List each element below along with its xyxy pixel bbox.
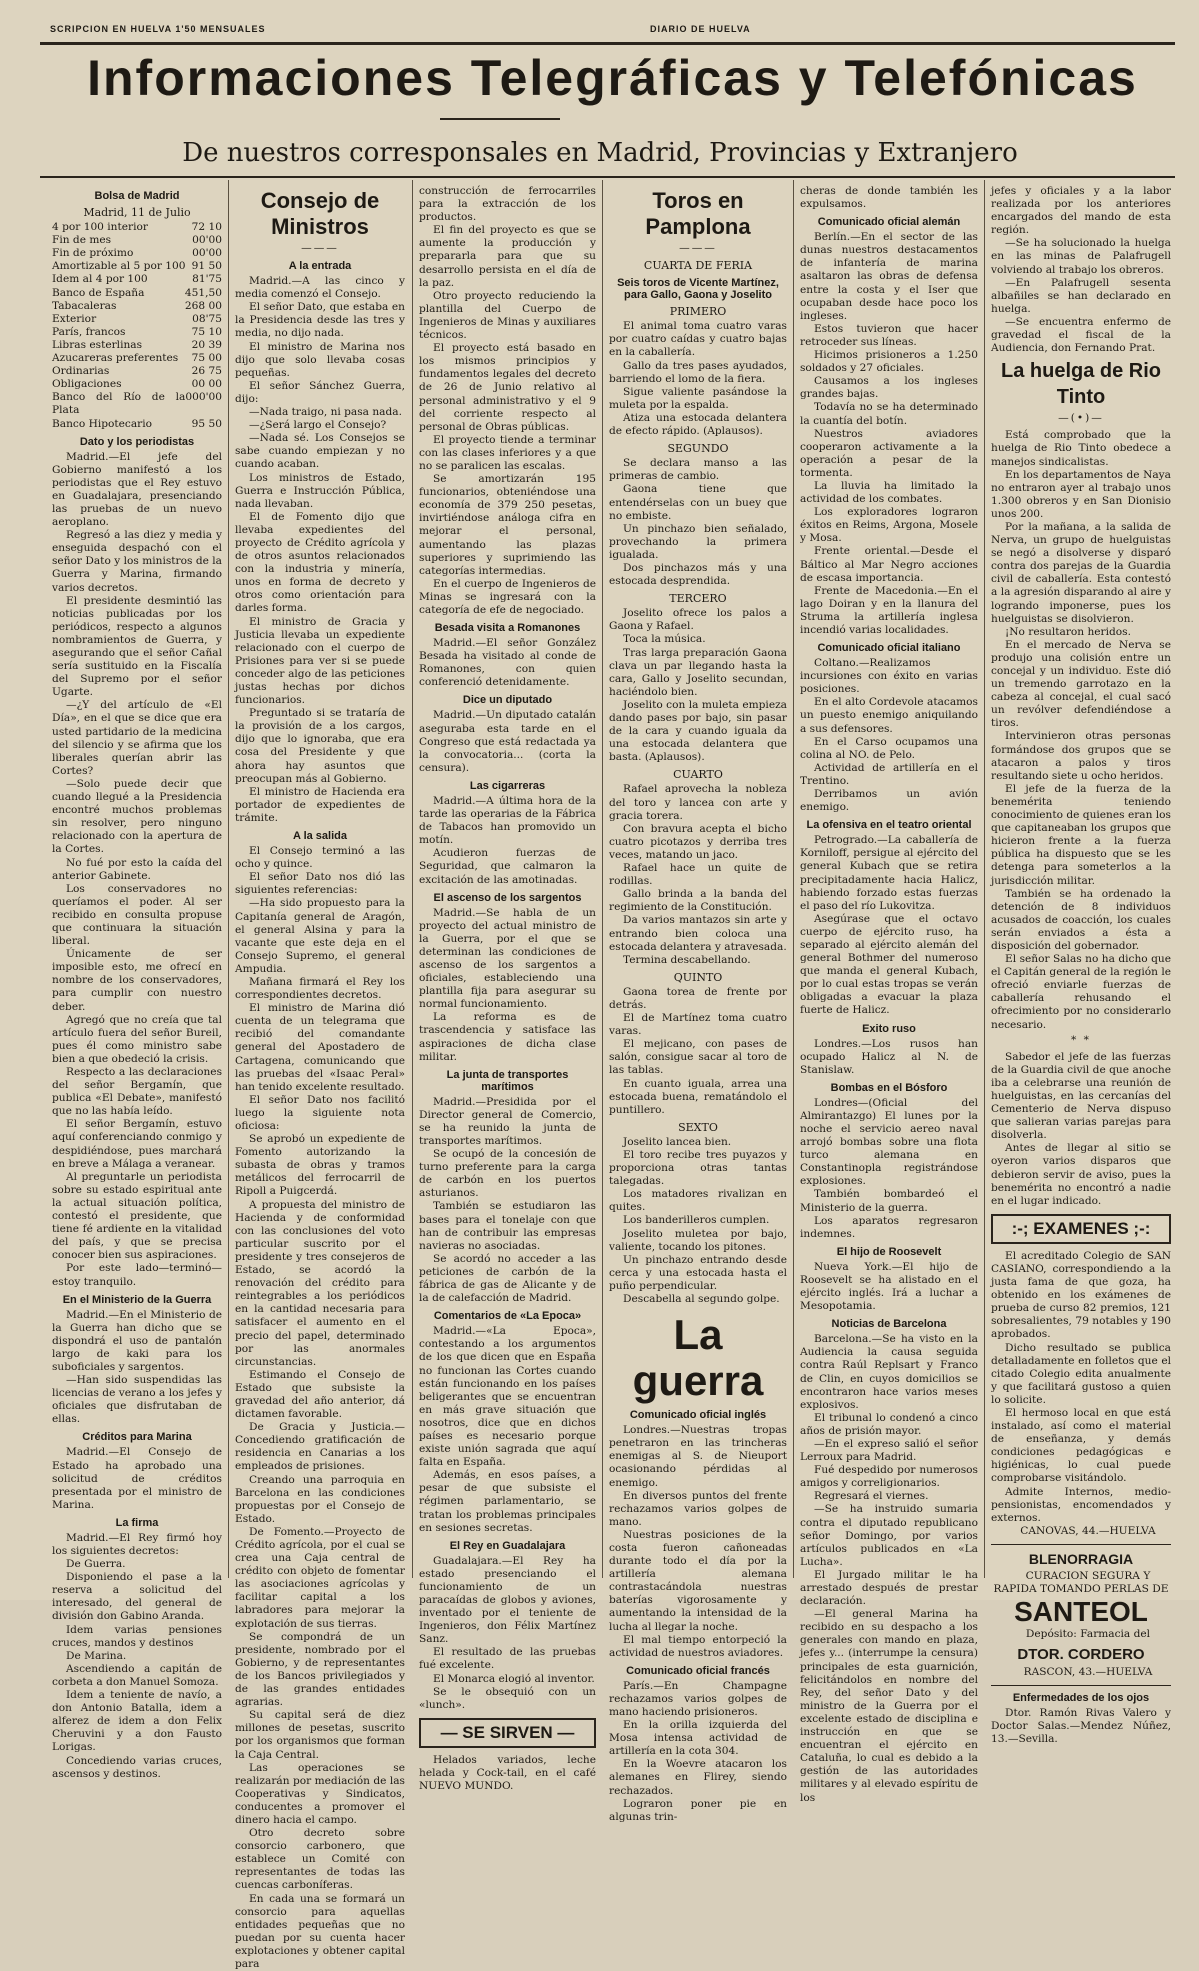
paragraph: Sigue valiente pasándose la muleta por la espalda. (609, 385, 787, 411)
paragraph: Madrid.—El jefe del Gobierno manifestó a los periodistas que el Rey estuvo en Guadalajara, presenciando las pruebas de un nuevo aeroplano. (52, 450, 222, 529)
paragraph: —En el expreso salió el señor Lerroux para Madrid. (800, 1437, 978, 1464)
paragraph: Nuestras posiciones de la costa fueron cañoneadas durante todo el día por la artillería alemana contrastacándola nuestras baterías vigorosamente y aumentando la intensidad de la lucha al llegar la noche. (609, 1528, 787, 1633)
paragraph: Intervinieron otras personas formándose dos grupos que se atacaron a palos y tiros resultando siete u ocho heridos. (991, 730, 1171, 782)
ornament-rule: —(•)— (1058, 412, 1104, 425)
paragraph: —Se ha instruido sumaria contra el diputado republicano señor Domingo, por varios artículos publicados en «La Lucha». (800, 1503, 978, 1568)
paragraph: Petrogrado.—La caballería de Korniloff, persigue al ejército del general Kubach que se retira precipitadamente hacia Halicz, habiendo forzado estas fuerzas el paso del río Lukovitza. (800, 834, 978, 912)
paragraph: En el Carso ocupamos una colina al NO. de Pelo. (800, 735, 978, 761)
paragraph: Se aprobó un expediente de Fomento autorizando la subasta de obras y tramos metálicos del ferrocarril de Ripoll a Puigcerdá. (235, 1133, 405, 1198)
article-heading: Bombas en el Bósforo (830, 1081, 948, 1094)
paragraph: Dos pinchazos más y una estocada desprendida. (609, 561, 787, 588)
bolsa-value: 00'00 (192, 247, 222, 260)
paragraph: El tribunal lo condenó a cinco años de prisión mayor. (800, 1411, 978, 1437)
paragraph: Coltano.—Realizamos incursiones con éxito en varias posiciones. (800, 657, 978, 696)
paragraph: Todavía no se ha determinado la cuantía del botín. (800, 401, 978, 427)
column-1 (52, 185, 222, 1780)
paragraph: Dtor. Ramón Rivas Valero y Doctor Salas.—Mendez Núñez, 13.—Sevilla. (991, 1707, 1171, 1746)
bolsa-value: 81'75 (192, 273, 222, 286)
bull-number: TERCERO (669, 592, 727, 606)
paragraph: El mejicano, con pases de salón, consigue sacar al toro de las tablas. (609, 1038, 787, 1077)
article-heading: El ascenso de los sargentos (433, 891, 582, 904)
article-heading: A la entrada (288, 260, 352, 273)
paragraph: ¡No resultaron heridos. (1005, 625, 1131, 638)
paragraph: Actividad de artillería en el Trentino. (800, 761, 978, 787)
paragraph: El proyecto está basado en los mismos principios y fundamentos legales del decreto de 26 de Junio relativo al personal administrativo y el 9 del corriente respecto al personal de Obras públicas. (419, 342, 596, 433)
bolsa-label: 4 por 100 interior (52, 221, 148, 234)
paragraph: Un pinchazo bien señalado, provechando la primera igualada. (609, 522, 787, 561)
paragraph: Frente oriental.—Desde el Báltico al Mar Negro acciones de escasa importancia. (800, 545, 978, 584)
paragraph: Además, en esos países, a pesar de que subsiste el régimen parlamentario, se tratan los problemas principales en sesiones secretas. (419, 1469, 596, 1534)
paragraph: Respecto a las declaraciones del señor Bergamín, que publica «El Debate», manifestó que no las había leído. (52, 1066, 222, 1118)
paper-name: DIARIO DE HUELVA (650, 24, 751, 34)
bolsa-row (52, 221, 222, 234)
bolsa-value: 00 00 (191, 378, 222, 391)
paragraph: El de Martínez toma cuatro varas. (609, 1012, 787, 1038)
ad-headline: Enfermedades de los ojos (1012, 1692, 1150, 1705)
paragraph: Tras larga preparación Gaona clava un par llegando hasta la cara, Gallo y Joselito secundan, haciéndolo bien. (609, 646, 787, 698)
ad-separator (991, 1685, 1171, 1686)
paragraph: Lograron poner pie en algunas trin- (609, 1797, 787, 1823)
article-heading: Las cigarreras (469, 779, 546, 792)
article-heading: Comunicado oficial italiano (817, 642, 961, 655)
bolsa-value: 08'75 (192, 312, 222, 325)
bolsa-row (52, 352, 222, 365)
bolsa-value: 268 00 (184, 299, 222, 312)
paragraph: Joselito muletea por bajo, valiente, tocando los pitones. (609, 1227, 787, 1253)
paragraph: Toca la música. (623, 633, 706, 646)
article-heading: Comunicado oficial francés (626, 1664, 770, 1677)
ad-headline: BLENORRAGIA (1028, 1550, 1134, 1567)
paragraph: París.—En Champagne rechazamos varios golpes de mano haciendo prisioneros. (609, 1679, 787, 1718)
paragraph: —Ha sido propuesto para la Capitanía general de Aragón, el general Alsina y para la vacante que este deja en el Consejo Supremo, el general Ampudia. (235, 897, 405, 975)
paragraph: El Monarca elogió al inventor. (433, 1672, 595, 1685)
article-heading: Noticias de Barcelona (831, 1318, 947, 1331)
paragraph: Fué despedido por numerosos amigos y correligionarios. (800, 1464, 978, 1490)
paragraph: Los banderilleros cumplen. (623, 1214, 770, 1227)
paragraph: El resultado de las pruebas fué excelente. (419, 1646, 596, 1672)
bolsa-value: 95 50 (191, 417, 222, 430)
paragraph: Da varios mantazos sin arte y entrando bien coloca una estocada delantera y atravesada. (609, 914, 787, 953)
paragraph: Mañana firmará el Rey los correspondientes decretos. (235, 975, 405, 1002)
article-heading: Dato y los periodistas (79, 435, 195, 448)
bolsa-label: Obligaciones (52, 378, 122, 391)
paragraph: Madrid.—El Rey firmó hoy los siguientes decretos: (52, 1531, 222, 1557)
paragraph: El ministro de Hacienda era portador de expedientes de trámite. (235, 785, 405, 824)
paragraph: —¿Y del artículo de «El Día», en el que se dice que era usted partidario de la medicina del silencio y se afirma que los liberales querían abrir las Cortes? (52, 699, 222, 777)
bolsa-row (52, 326, 222, 339)
paragraph: Con bravura acepta el bicho cuatro picotazos y derriba tres veces, matando un jaco. (609, 822, 787, 861)
ad-doctor: DTOR. CORDERO (1017, 1646, 1145, 1664)
article-heading: Comunicado oficial alemán (817, 216, 961, 229)
section-title: Consejo de Ministros (260, 188, 380, 239)
paragraph: Los ministros de Estado, Guerra e Instrucción Pública, nada llevaban. (235, 471, 405, 510)
bolsa-date: Madrid, 11 de Julio (83, 206, 191, 219)
paragraph: El señor Sánchez Guerra, dijo: (235, 379, 405, 405)
article-heading: Comunicado oficial inglés (629, 1409, 767, 1422)
paragraph: Nueva York.—El hijo de Roosevelt se ha alistado en el ejército inglés. Irá a luchar a Mesopotamia. (800, 1260, 978, 1313)
bolsa-label: Banco del Río de la Plata (52, 391, 186, 417)
paragraph: El señor Salas no ha dicho que el Capitán general de la región le ofreció enviarle fuerzas de caballería rehusando el ofrecimiento por no considerarlo necesario. (991, 953, 1171, 1031)
paragraph: El proyecto tiende a terminar con las clases inferiores y a que no se paralicen las escalas. (419, 433, 596, 472)
paragraph: Atiza una estocada delantera de efecto rápido. (Aplausos). (609, 411, 787, 438)
paragraph: Idem a teniente de navío, a don Antonio Batalla, idem a alferez de idem a don Felix Cheruvini y a don Fausto Lorigas. (52, 1689, 222, 1754)
paragraph: Regresó a las diez y media y enseguida despachó con el señor Dato y los ministros de la Guerra y Marina, firmando varios decretos. (52, 529, 222, 594)
bull-number: PRIMERO (669, 305, 727, 319)
article-heading: Créditos para Marina (82, 1431, 192, 1444)
bull-number: CUARTO (673, 768, 723, 782)
ad-address: CANOVAS, 44.—HUELVA (1020, 1524, 1156, 1537)
ad-depot: Depósito: Farmacia del (1025, 1628, 1151, 1641)
paragraph: —Nada sé. Los Consejos se sabe cuando empiezan y no cuando acaban. (235, 432, 405, 471)
top-rule (40, 10, 1175, 45)
paragraph: El señor Dato nos dió las siguientes referencias: (235, 871, 405, 897)
paragraph: El Jurgado militar le ha arrestado después de prestar declaración. (800, 1568, 978, 1608)
paragraph: Regresará el viernes. (814, 1490, 929, 1503)
paragraph: Rafael aprovecha la nobleza del toro y lancea con arte y gracia torera. (609, 783, 787, 822)
masthead: Informaciones Telegráficas y Telefónicas (87, 50, 1138, 106)
paragraph: Gaona torea de frente por detrás. (609, 985, 787, 1011)
article-heading: La junta de transportes marítimos (446, 1068, 569, 1093)
paragraph: jefes y oficiales y a la labor realizada por los anteriores encargados del mando de esta región. (991, 185, 1171, 237)
ornament-rule: ——— (301, 242, 339, 254)
paragraph: Joselito ofrece los palos a Gaona y Rafael. (609, 607, 787, 633)
bolsa-value: 451,50 (184, 286, 222, 299)
bolsa-row (52, 273, 222, 286)
paragraph: El Consejo terminó a las ocho y quince. (235, 845, 405, 871)
paragraph: Gaona tiene que entendérselas con un buey que no embiste. (609, 483, 787, 522)
paragraph: También bombardeó el Ministerio de la guerra. (800, 1188, 978, 1214)
paragraph: Estos tuvieron que hacer retroceder sus líneas. (800, 322, 978, 348)
paragraph: cheras de donde también les expulsamos. (800, 185, 978, 211)
ad-address: RASCON, 43.—HUELVA (1023, 1666, 1153, 1679)
paragraph: Madrid.—«La Epoca», contestando a los argumentos de los que dicen que en España no funcionan las Cortes cuando están funcionando en los países beligerantes que se encuentran en más grave situación que nosotros, dice que en dichos países es necesario porque existe unión sagrada que aquí falta en España. (419, 1325, 596, 1469)
article-heading: Besada visita a Romanones (434, 622, 581, 635)
article-heading: El hijo de Roosevelt (836, 1245, 942, 1258)
paragraph: El señor Dato, que estaba en la Presidencia desde las tres y media, no dijo nada. (235, 301, 405, 340)
bolsa-label: Exterior (52, 312, 97, 325)
paragraph: Los matadores rivalizan en quites. (609, 1188, 787, 1214)
paragraph: Estimando el Consejo de Estado que subsiste la gravedad del año anterior, dá dictamen favorable. (235, 1368, 405, 1421)
paragraph: Los exploradores lograron éxitos en Reims, Argona, Mosele y Mosa. (800, 506, 978, 545)
bolsa-row (52, 378, 222, 391)
paragraph: Berlín.—En el sector de las dunas nuestros destacamentos de infantería de marina asaltaron las obras de defensa entre la costa y el Iser que ocupaban desde hace poco los ingleses. (800, 231, 978, 322)
paragraph: Madrid.—Se habla de un proyecto del actual ministro de la Guerra, por el que se determinan las condiciones de ascenso de los sargentos a oficiales, estableciendo una plantilla fija para asegurar su normal funcionamiento. (419, 906, 596, 1011)
bolsa-row (52, 339, 222, 352)
paragraph: Acudieron fuerzas de Seguridad, que calmaron la excitación de las amotinadas. (419, 847, 596, 886)
paragraph: Agregó que no creía que tal artículo fuera del señor Bureil, pues él como ministro sabe bien a que obedeció la crisis. (52, 1013, 222, 1065)
paragraph: —Se ha solucionado la huelga en las minas de Palafrugell volviendo al trabajo los obreros. (991, 237, 1171, 276)
section-title: La huelga de Rio Tinto (1000, 360, 1162, 409)
paragraph: Madrid.—Presidida por el Director general de Comercio, se ha reunido la junta de transportes marítimos. (419, 1095, 596, 1147)
paragraph: Madrid.—A última hora de la tarde las operarias de la Fábrica de Tabacos han promovido un motín. (419, 794, 596, 847)
section-title: Toros en Pamplona (645, 188, 751, 239)
column-5 (800, 185, 978, 1804)
paragraph: Idem varias pensiones cruces, mandos y destinos (52, 1623, 222, 1649)
paragraph: De Fomento.—Proyecto de Crédito agrícola, por el cual se crea una Caja central de crédito con objeto de fomentar las asociaciones agrícolas y facilitar capital a los labradores para mejorar la explotación de sus tierras. (235, 1525, 405, 1630)
paragraph: La lluvia ha limitado la actividad de los combates. (800, 479, 978, 506)
paragraph: Antes de llegar al sitio se oyeron varios disparos que debieron servir de aviso, pues la benemérita no encontró a nadie en el lugar indicado. (991, 1142, 1171, 1207)
bolsa-row (52, 234, 222, 247)
paragraph: Nuestros aviadores cooperaron activamente a la operación a pesar de la tormenta. (800, 427, 978, 479)
paragraph: En la orilla izquierda del Mosa intensa actividad de artillería en la cota 304. (609, 1719, 787, 1758)
paragraph: En cuanto iguala, arrea una estocada buena, rematándolo el puntillero. (609, 1077, 787, 1116)
paragraph: Madrid.—En el Ministerio de la Guerra han dicho que se dispondrá el uso de pantalón largo de kaki para los suboficiales y sargentos. (52, 1308, 222, 1373)
paragraph: Se compondrá de un presidente, nombrado por el Gobierno, y de representantes de los Bancos privilegiados y de las grandes entidades agrarias. (235, 1630, 405, 1709)
paragraph: Madrid.—El Consejo de Estado ha aprobado una solicitud de créditos presentada por el ministro de Marina. (52, 1446, 222, 1511)
paragraph: El ministro de Marina nos dijo que solo llevaba cosas pequeñas. (235, 340, 405, 379)
bolsa-row (52, 300, 222, 313)
paragraph: Se declara manso a las primeras de cambio. (609, 457, 787, 483)
paragraph: En diversos puntos del frente rechazamos varios golpes de mano. (609, 1489, 787, 1528)
paragraph: El toro recibe tres puyazos y proporciona otras tantas talegadas. (609, 1149, 787, 1188)
paragraph: —Han sido suspendidas las licencias de verano a los jefes y oficiales que disfrutaban de ellas. (52, 1374, 222, 1426)
paragraph: Londres.—Nuestras tropas penetraron en las trincheras enemigas al S. de Nieuport ocasionando pérdidas al enemigo. (609, 1424, 787, 1489)
bolsa-value: 72 10 (191, 221, 222, 234)
column-divider (602, 180, 603, 1578)
paragraph: Únicamente de ser imposible esto, me ofrecí en nombre de los conservadores, para cumplir con nuestro deber. (52, 948, 222, 1013)
exam-ad-title: :-; EXAMENES ;-: (991, 1214, 1171, 1244)
paragraph: El señor Dato nos facilitó luego la siguiente nota oficiosa: (235, 1093, 405, 1132)
cafe-ad-title: — SE SIRVEN — (419, 1718, 596, 1748)
paragraph: En el mercado de Nerva se produjo una colisión entre un concejal y un individuo. Este dió un tremendo garrotazo en la cabeza al concejal, el cual sacó un revólver defendiéndose a tiros. (991, 638, 1171, 730)
bolsa-row (52, 260, 222, 273)
article-heading: Dice un diputado (462, 694, 553, 707)
paragraph: Madrid.—El señor González Besada ha visitado al conde de Romanones, con quien conferenció detenidamente. (419, 637, 596, 689)
paragraph: El mal tiempo entorpeció la actividad de nuestros aviadores. (609, 1633, 787, 1659)
column-3 (419, 185, 596, 1793)
subtitle: CUARTA DE FERIA (643, 259, 753, 273)
paragraph: De Gracia y Justicia.—Concediendo gratificación de residencia en Canarias a los empleados de prisiones. (235, 1421, 405, 1473)
ad-product-name: SANTEOL (1014, 1596, 1148, 1628)
bolsa-table (52, 221, 222, 431)
paragraph: Guadalajara.—El Rey ha estado presenciando el funcionamiento de un paracaídas de globos y aviones, inventado por el teniente de Ingenieros, don Félix Martínez Sanz. (419, 1554, 596, 1646)
ornament-rule: ——— (679, 242, 717, 254)
paragraph: Londres—(Oficial del Almirantazgo) El lunes por la noche el servicio aereo naval arrojó bombas sobre una flota turco alemana en Constantinopla registrándose explosiones. (800, 1096, 978, 1188)
paragraph: Gallo da tres pases ayudados, barriendo el lomo de la fiera. (609, 359, 787, 385)
paragraph: Por la mañana, a la salida de Nerva, un grupo de huelguistas se negó a disolverse y disparó contra dos parejas de la Guardia civil de caballería. Esta contestó a la agresión disparando al aire y logrando imponerse, pues los huelguistas se disolvieron. (991, 520, 1171, 625)
paragraph: Barcelona.—Se ha visto en la Audiencia la causa seguida contra Raúl Replsart y Franco de Clin, en cuyos domicilios se encontraron hace varios meses explosivos. (800, 1333, 978, 1411)
paragraph: Otro proyecto reduciendo la plantilla del Cuerpo de Ingenieros de Minas y auxiliares técnicos. (419, 289, 596, 342)
paragraph: Un pinchazo entrando desde cerca y una estocada hasta el puño perpendicular. (609, 1253, 787, 1292)
paragraph: Gallo brinda a la banda del regimiento de la Constitución. (609, 888, 787, 914)
paragraph: De Marina. (66, 1649, 127, 1662)
paragraph: La reforma es de trascendencia y satisface las aspiraciones de dicha clase militar. (419, 1011, 596, 1063)
paragraph: —El general Marina ha recibido en su despacho a los generales con mando en plaza, jefes y... (interrumpe la censura) principales de esta guarnición, felicitándolos en nombre del Rey, del señor Dato y del ministro de la Guerra por el excelente estado de disciplina e instrucción en que se encuentran el ejército en Cataluña, lo cual es debido a la gestión de las autoridades militares y al elevado espíritu de los (800, 1608, 978, 1804)
masthead-rule (440, 118, 560, 120)
column-divider (793, 180, 794, 1578)
bull-number: QUINTO (673, 970, 723, 984)
bolsa-value: 20 39 (191, 338, 222, 351)
bolsa-label: Fin de próximo (52, 247, 134, 260)
paragraph: El ministro de Marina dió cuenta de un telegrama que recibió del comandante general del Apostadero de Cartagena, comunicando que las pruebas del «Isaac Peral» han tenido excelente resultado. (235, 1002, 405, 1093)
paragraph: Ascendiendo a capitán de corbeta a don Manuel Somoza. (52, 1662, 222, 1688)
paragraph: Asegúrase que el octavo cuerpo de ejército ruso, ha separado al ejército alemán del general Bothmer del numeroso que manda el general Kubach, por lo cual estas tropas se verán obligadas a evacuar la plaza fuerte de Halicz. (800, 912, 978, 1017)
bolsa-label: Libras esterlinas (52, 338, 143, 351)
paragraph: Descabella al segundo golpe. (623, 1293, 780, 1306)
paragraph: —¿Será largo el Consejo? (249, 419, 387, 432)
bolsa-value: 00'00 (192, 234, 222, 247)
bolsa-value: 75 00 (191, 352, 222, 365)
paragraph: Admite Internos, medio-pensionistas, encomendados y externos. (991, 1485, 1171, 1524)
subscription-note: SCRIPCION EN HUELVA 1'50 MENSUALES (50, 24, 266, 34)
column-divider (412, 180, 413, 1578)
column-2 (235, 185, 405, 1970)
paragraph: Madrid.—Un diputado catalán aseguraba esta tarde en el Congreso que está redactada ya la convocatoria... (corta la censura). (419, 709, 596, 774)
paragraph: No fué por esto la caída del anterior Gabinete. (52, 856, 222, 882)
paragraph: En el alto Cordevole atacamos un puesto enemigo aniquilando a sus defensores. (800, 696, 978, 735)
asterisk-divider: * * (1071, 1033, 1091, 1046)
paragraph: —En Palafrugell sesenta albañiles se han declarado en huelga. (991, 276, 1171, 315)
bolsa-label: Azucareras preferentes (52, 352, 179, 365)
paragraph: Disponiendo el pase a la reserva a solicitud del interesado, del general de división don Gabino Aranda. (52, 1571, 222, 1623)
bolsa-label: Banco de España (52, 286, 145, 299)
paragraph: Hicimos prisioneros a 1.250 soldados y 27 oficiales. (800, 349, 978, 375)
paragraph: A propuesta del ministro de Hacienda y de conformidad con las conclusiones del voto particular suscrito por el presidente y tres consejeros de Estado, se acordó la renovación del crédito para reintegrables a los periódicos en la cantidad necesaria para satisfacer el aumento en el precio del papel, determinado por las anormales circunstancias. (235, 1198, 405, 1368)
paragraph: El animal toma cuatro varas por cuatro caídas y cuatro bajas en la caballería. (609, 320, 787, 359)
article-heading: En el Ministerio de la Guerra (62, 1293, 212, 1306)
paragraph: Los aparatos regresaron indemnes. (800, 1214, 978, 1240)
paragraph: —Solo puede decir que cuando llegué a la Presidencia encontré muchos problemas sin resolver, pero ninguno relacionado con la apertura de la Cortes. (52, 777, 222, 856)
ad-subline: CURACION SEGURA Y RAPIDA TOMANDO PERLAS DE (993, 1569, 1169, 1595)
article-heading: Comentarios de «La Epoca» (433, 1310, 582, 1323)
paragraph: Preguntado si se trataría de la provisión de a los cargos, dijo que lo ignoraba, que era cosa del Presidente y que ahora hay asuntos que preocupan más al Gobierno. (235, 707, 405, 785)
paragraph: El hermoso local en que está instalado, así como el material de enseñanza, y demás condiciones pedagógicas e higiénicas, lo cual puede comprobarse visitándolo. (991, 1406, 1171, 1485)
paragraph: Dicho resultado se publica detalladamente en folletos que el citado Colegio edita anualmente y que facilitará gustoso a quien lo solicite. (991, 1341, 1171, 1406)
paragraph: construcción de ferrocarriles para la extracción de los productos. (419, 185, 596, 224)
paragraph: De Guerra. (66, 1558, 126, 1571)
paragraph: Su capital será de diez millones de pesetas, suscrito por los organismos que forman la Caja Central. (235, 1709, 405, 1761)
column-4 (609, 185, 787, 1823)
bolsa-label: Amortizable al 5 por 100 (52, 260, 186, 273)
article-heading: Exito ruso (862, 1022, 916, 1035)
paragraph: Creando una parroquia en Barcelona en las condiciones propuestas por el Consejo de Estado. (235, 1473, 405, 1525)
paragraph: Sabedor el jefe de las fuerzas de la Guardia civil de que anoche iba a celebrarse una reunión de huelguistas, en las cercanías del Cementerio de Nerva dispuso que salieran varias parejas para disolverla. (991, 1050, 1171, 1142)
subheadline: De nuestros corresponsales en Madrid, Provincias y Extranjero (182, 138, 1018, 168)
paragraph: Causamos a los ingleses grandes bajas. (800, 375, 978, 401)
paragraph: Derribamos un avión enemigo. (800, 788, 978, 814)
column-6 (991, 185, 1171, 1746)
paragraph: Londres.—Los rusos han ocupado Halicz al N. de Stanislaw. (800, 1037, 978, 1076)
paragraph: Rafael hace un quite de rodillas. (609, 862, 787, 888)
bolsa-row (52, 313, 222, 326)
bolsa-value: 75 10 (191, 325, 222, 338)
paragraph: Las operaciones se realizarán por mediación de las Cooperativas y Sindicatos, conducentes a promover el dinero hacia el campo. (235, 1761, 405, 1826)
bolsa-row (52, 287, 222, 300)
paragraph: El fin del proyecto es que se aumente la producción y prepararla para que su desarrollo persista en el día de la paz. (419, 224, 596, 289)
paragraph: El presidente desmintió las noticias publicadas por los periódicos, respecto a algunos nombramientos de Guerra, y asegurando que el señor Cañal sería sustituido en la Fiscalía del Supremo por el señor Ugarte. (52, 594, 222, 699)
paragraph: En el cuerpo de Ingenieros de Minas se ingresará con la categoría de efe de negociado. (419, 577, 596, 616)
paragraph: El jefe de la fuerza de la benemérita teniendo conocimiento de quienes eran los que capitaneaban los grupos que hicieron frente a la fuerza pública ha dispuesto que se les detenga para someterlos a la jurisdicción militar. (991, 782, 1171, 887)
paragraph: Se acordó no acceder a las peticiones de carbón de la fábrica de gas de Alicante y de la de calefacción de Madrid. (419, 1252, 596, 1305)
paragraph: Frente de Macedonia.—En el lago Doiran y en la llanura del Struma la artillería inglesa incendió varias localidades. (800, 584, 978, 636)
paragraph: —Se encuentra enfermo de gravedad el fiscal de la Audiencia, don Fernando Prat. (991, 315, 1171, 355)
bull-number: SEGUNDO (667, 442, 729, 456)
column-divider (984, 180, 985, 1578)
paragraph: Los conservadores no queríamos el poder. Al ser recibido en consulta propuse que continuara la situación liberal. (52, 882, 222, 948)
cafe-ad-text: Helados variados, leche helada y Cock-tail, en el café NUEVO MUNDO. (419, 1753, 596, 1793)
paragraph: Concediendo varias cruces, ascensos y destinos. (52, 1754, 222, 1780)
paragraph: Se amortizarán 195 funcionarios, obteniéndose una economía de 379 250 pesetas, invirtiéndose análoga cifra en mejorar el personal, aumentando las plazas superiores y suprimiendo las categorías intermedias. (419, 473, 596, 577)
bolsa-label: Ordinarias (52, 365, 110, 378)
bolsa-label: Idem al 4 por 100 (52, 273, 148, 286)
article-heading: El Rey en Guadalajara (449, 1539, 566, 1552)
paragraph: Al preguntarle un periodista sobre su estado espiritual ante la actual situación política, contestó el presidente, que tiene fé ardiente en la vitalidad del país, y que se precisa conocer bien sus aspiraciones. (52, 1170, 222, 1262)
bolsa-value: 26 75 (191, 365, 222, 378)
bolsa-label: Banco Hipotecario (52, 417, 152, 430)
paragraph: Está comprobado que la huelga de Rio Tinto obedece a manejos sindicalistas. (991, 429, 1171, 468)
paragraph: Se ocupó de la concesión de turno preferente para la carga de carbón en los puertos asturianos. (419, 1148, 596, 1200)
article-heading: Seis toros de Vicente Martínez, para Gallo, Gaona y Joselito (617, 277, 779, 302)
paragraph: En los departamentos de Naya no entraron ayer al trabajo unos 1.300 obreros y en San Dionisio unos 200. (991, 468, 1171, 520)
paragraph: Joselito lancea bien. (623, 1135, 732, 1148)
paragraph: Por este lado—terminó—estoy tranquilo. (52, 1262, 222, 1288)
paragraph: El ministro de Gracia y Justicia llevaba un expediente relacionado con el cuerpo de Prisiones para ver si se puede conceder algo de las peticiones justas hechas por dichos funcionarios. (235, 615, 405, 707)
ad-separator (991, 1544, 1171, 1545)
article-heading: A la salida (292, 830, 347, 843)
article-heading: La ofensiva en el teatro oriental (806, 819, 972, 832)
paragraph: En la Woevre atacaron los alemanes en Flirey, siendo rechazados. (609, 1758, 787, 1797)
bolsa-title: Bolsa de Madrid (94, 190, 180, 202)
bolsa-label: París, francos (52, 325, 126, 338)
bolsa-label: Fin de mes (52, 234, 112, 247)
paragraph: Termina descabellando. (623, 953, 751, 966)
bolsa-row (52, 391, 222, 417)
bolsa-row (52, 365, 222, 378)
paragraph: El acreditado Colegio de SAN CASIANO, correspondiendo a la justa fama de que goza, ha obtenido en los exámenes de prueba de curso 82 premios, 121 sobresalientes, 79 notables y 190 aprobados. (991, 1249, 1171, 1341)
bull-number: SEXTO (678, 1120, 718, 1134)
paragraph: El de Fomento dijo que llevaba expedientes del proyecto de Crédito agrícola y de otros asuntos relacionados con la industria y minería, unos en forma de decreto y otros como orientación para darles forma. (235, 510, 405, 615)
bolsa-value: 000'00 (185, 391, 222, 404)
paragraph: Se le obsequió con un «lunch». (419, 1685, 596, 1711)
paragraph: Madrid.—A las cinco y media comenzó el Consejo. (235, 275, 405, 301)
bolsa-row (52, 418, 222, 431)
paragraph: Otro decreto sobre consorcio carbonero, que establece un Comité con representantes de todas las cuencas carboníferas. (235, 1827, 405, 1892)
paragraph: —Nada traigo, ni pasa nada. (249, 406, 402, 419)
paragraph: En cada una se formará un consorcio para aquellas entidades pequeñas que no puedan por su cuenta hacer explotaciones y obtener capital para (235, 1892, 405, 1970)
paragraph: El señor Bergamín, estuvo aquí conferenciando conmigo y despidiéndose, pues marchará en breve a Málaga a veranear. (52, 1118, 222, 1170)
bolsa-label: Tabacaleras (52, 299, 117, 312)
article-heading: La firma (115, 1516, 159, 1529)
bolsa-value: 91 50 (191, 260, 222, 273)
war-section-title: La guerra (632, 1311, 764, 1405)
paragraph: También se estudiaron las bases para el tonelaje con que han de contribuir las empresas navieras no asociadas. (419, 1200, 596, 1252)
paragraph: Joselito con la muleta empieza dando pases por bajo, sin pasar de la cara y cuando iguala da una estocada delantera que basta. (Aplausos). (609, 698, 787, 764)
column-divider (228, 180, 229, 1578)
paragraph: También se ha ordenado la detención de 8 individuos acusados de coacción, los cuales serán enviados a ésta a disposición del gobernador. (991, 887, 1171, 952)
header-divider (40, 176, 1175, 178)
bolsa-row (52, 247, 222, 260)
